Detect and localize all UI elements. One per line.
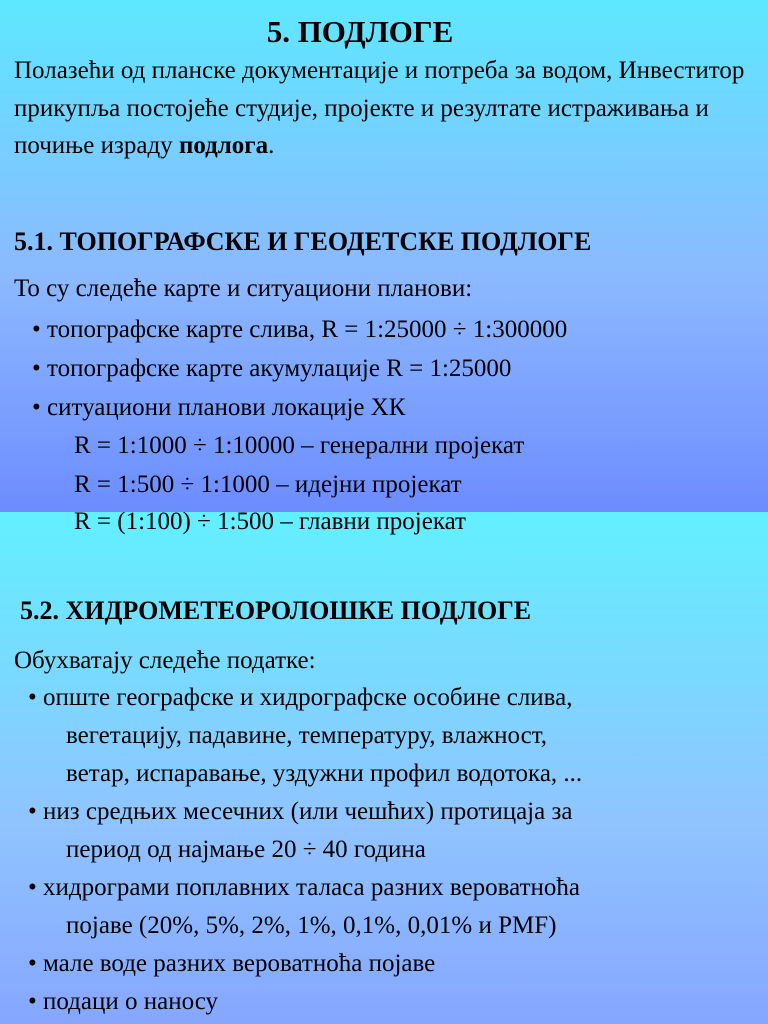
- scale-general-project: R = 1:1000 ÷ 1:10000 – генерални пројекат: [74, 432, 525, 459]
- intro-text: Полазећи од планске документације и потреба за водом, Инвеститор прикупља постојеће студије, пројекте и резултате истраживања и почиње израду: [14, 57, 745, 159]
- bullet-flood-hydrographs: • хидрограми поплавних таласа разних вероватноћа: [28, 874, 580, 901]
- bullet-flood-hydrographs-cont: појаве (20%, 5%, 2%, 1%, 0,1%, 0,01% и PMF): [66, 912, 557, 939]
- bullet-sediment-data: • подаци о наносу: [28, 988, 218, 1015]
- bullet-monthly-flows: • низ средњих месечних (или чешћих) протицаја за: [28, 798, 573, 825]
- intro-period: .: [268, 132, 275, 159]
- section-heading-5-1: 5.1. ТОПОГРАФСКЕ И ГЕОДЕТСКЕ ПОДЛОГЕ: [14, 227, 592, 256]
- slide-title: 5. ПОДЛОГЕ: [266, 14, 454, 49]
- bullet-basin-features-cont-2: ветар, испаравање, уздужни профил водотока, ...: [66, 760, 583, 787]
- bullet-basin-features: • опште географске и хидрографске особине слива,: [28, 684, 573, 711]
- scale-conceptual-project: R = 1:500 ÷ 1:1000 – идејни пројекат: [74, 471, 462, 498]
- bullet-site-plans: • ситуациони планови локације ХК: [32, 394, 406, 421]
- intro-paragraph: [14, 52, 754, 165]
- section-heading-5-2: 5.2. ХИДРОМЕТЕОРОЛОШКЕ ПОДЛОГЕ: [20, 596, 532, 625]
- bullet-low-flows: • мале воде разних вероватноћа појаве: [28, 950, 436, 977]
- scale-main-project: R = (1:100) ÷ 1:500 – главни пројекат: [74, 512, 466, 535]
- intro-bold-term: подлога: [178, 132, 269, 159]
- section-lead-5-2: Обухватају следеће податке:: [14, 647, 316, 674]
- slide-bottom: [0, 512, 768, 1024]
- bullet-basin-features-cont-1: вегетацију, падавине, температуру, влажност,: [66, 722, 547, 749]
- bullet-topo-maps-reservoir: • топографске карте акумулације R = 1:25000: [32, 355, 512, 382]
- bullet-monthly-flows-cont: период од најмање 20 ÷ 40 година: [66, 836, 426, 863]
- section-lead-5-1: То су следеће карте и ситуациони планови:: [14, 275, 473, 302]
- bullet-topo-maps-basin: • топографске карте слива, R = 1:25000 ÷ 1:300000: [32, 316, 568, 343]
